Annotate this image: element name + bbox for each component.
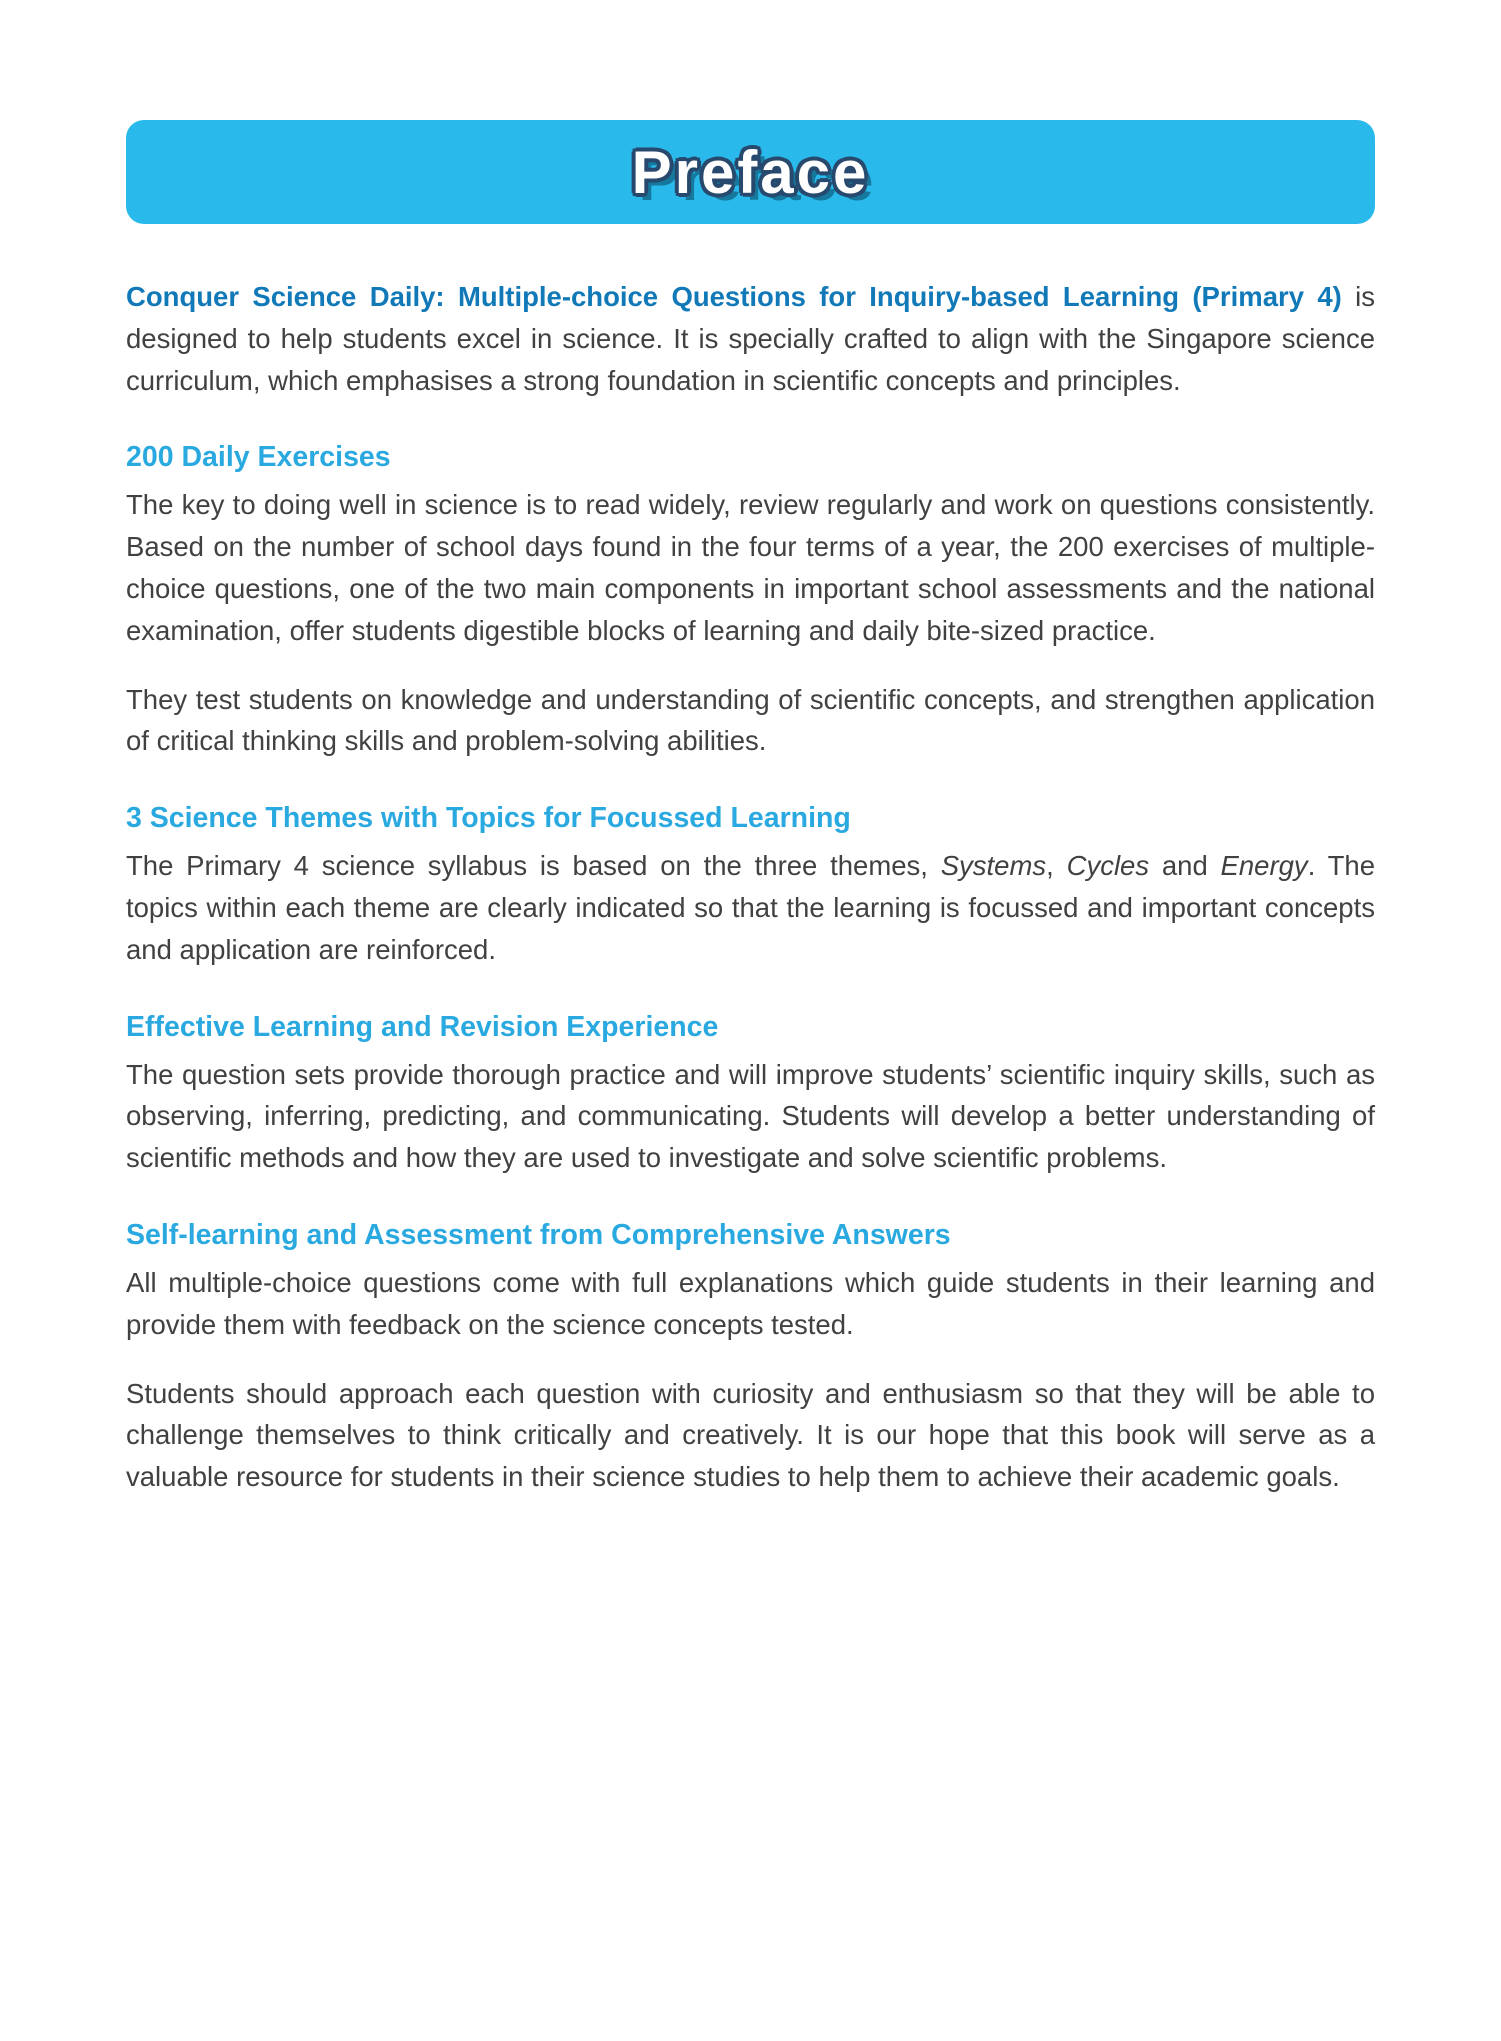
section-effective-learning	[126, 1011, 1375, 1179]
page-title: Preface	[631, 138, 870, 206]
section-paragraph: They test students on knowledge and understanding of scientific concepts, and strengthen application of critical thinking skills and problem-solving abilities.	[126, 683, 1375, 757]
section-paragraph	[126, 845, 1375, 970]
themes-separator: and	[1149, 850, 1221, 882]
section-paragraph: The key to doing well in science is to read widely, review regularly and work on questions consistently. Based on the number of school days found in the four terms of a year, the 200 exercises of multiple-choice questions, one of the two main components in important school assessments and the national examination, offer students digestible blocks of learning and daily bite-sized practice.	[126, 489, 1375, 646]
section-paragraph: All multiple-choice questions come with full explanations which guide students in their learning and provide them with feedback on the science concepts tested.	[126, 1266, 1375, 1340]
section-science-themes	[126, 802, 1375, 970]
section-paragraph: The question sets provide thorough practice and will improve students’ scientific inquiry skills, such as observing, inferring, predicting, and communicating. Students will develop a better understanding of scientific methods and how they are used to investigate and solve scientific problems.	[126, 1058, 1375, 1174]
section-heading: Effective Learning and Revision Experience	[126, 1010, 719, 1043]
themes-text-before: The Primary 4 science syllabus is based on the three themes,	[126, 850, 941, 882]
preface-banner	[126, 120, 1375, 224]
book-title: Conquer Science Daily: Multiple-choice Questions for Inquiry-based Learning (Primary 4)	[126, 281, 1342, 312]
section-paragraph: Students should approach each question with curiosity and enthusiasm so that they will be able to challenge themselves to think critically and creatively. It is our hope that this book will serve as a valuable resource for students in their science studies to help them to achieve their academic goals.	[126, 1377, 1375, 1493]
section-heading: Self-learning and Assessment from Comprehensive Answers	[126, 1218, 951, 1251]
intro-paragraph	[126, 276, 1375, 401]
section-daily-exercises	[126, 441, 1375, 762]
theme-systems: Systems	[940, 850, 1047, 882]
section-self-learning	[126, 1219, 1375, 1498]
intro-text: is designed to help students excel in science. It is specially crafted to align with the Singapore science curriculum, which emphasises a strong foundation in scientific concepts and principles.	[126, 281, 1376, 396]
themes-text-after: . The topics within each theme are clearly indicated so that the learning is focussed and important concepts and application are reinforced.	[126, 850, 1375, 965]
section-heading: 3 Science Themes with Topics for Focussed Learning	[126, 802, 851, 835]
theme-energy: Energy	[1220, 850, 1308, 882]
section-heading: 200 Daily Exercises	[126, 441, 391, 474]
theme-cycles: Cycles	[1066, 850, 1150, 882]
themes-separator: ,	[1046, 850, 1067, 882]
